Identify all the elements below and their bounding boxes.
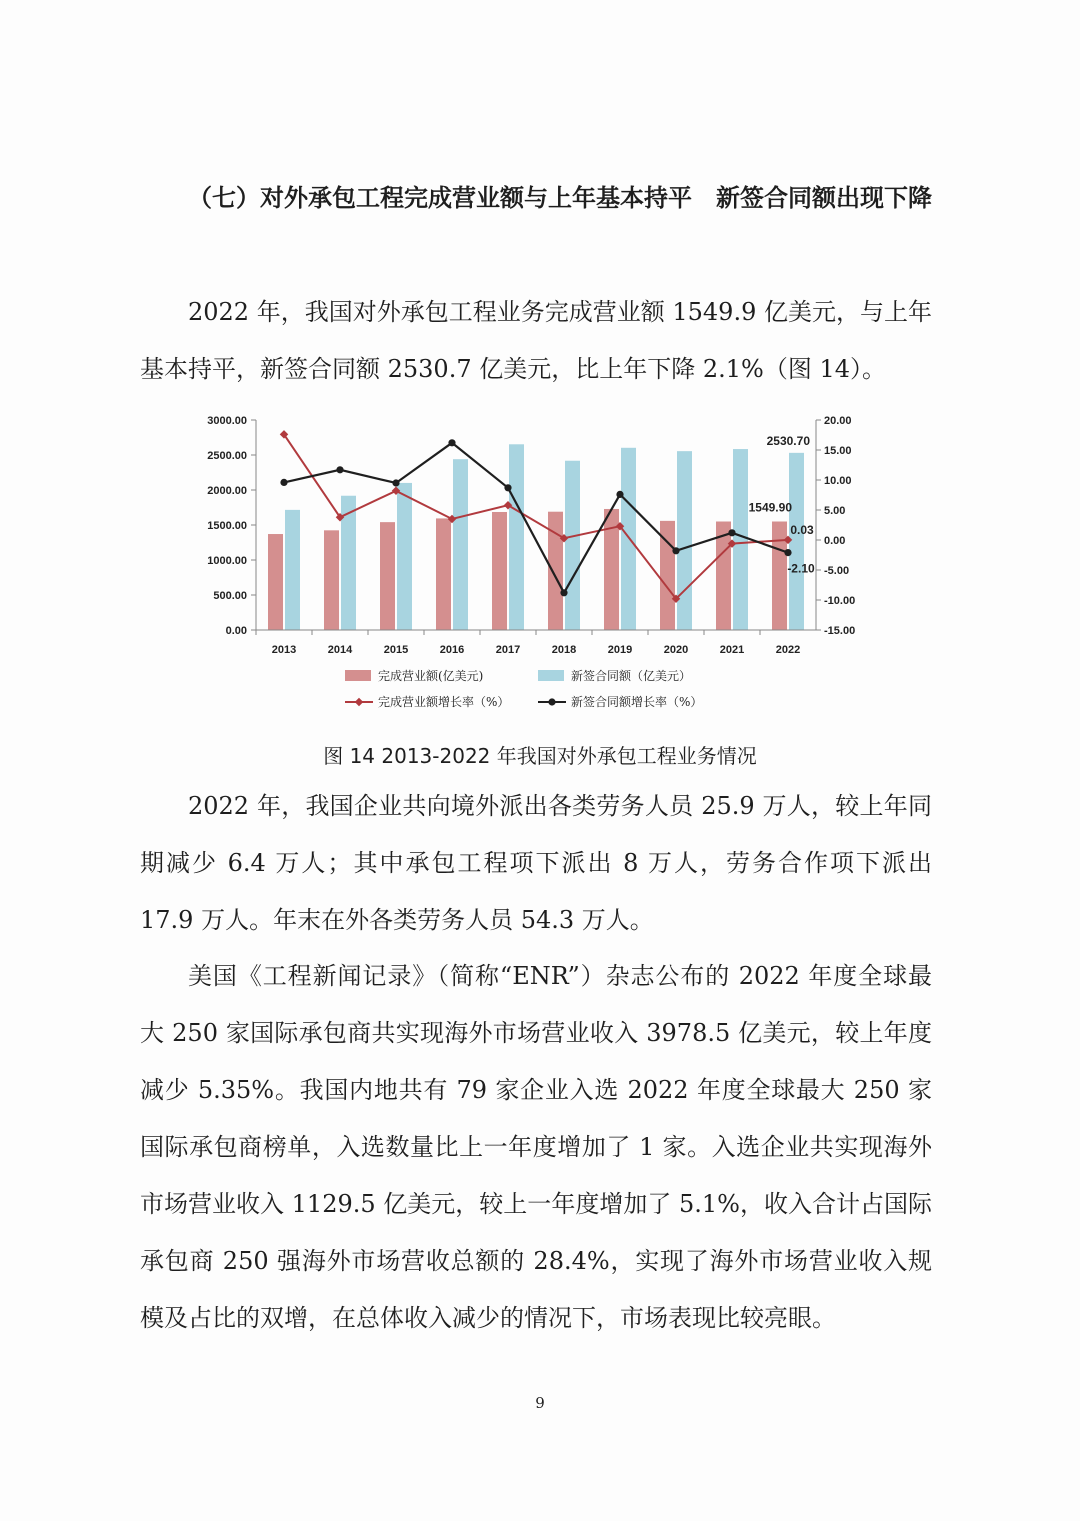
new-contract-bar	[733, 449, 748, 630]
legend-label-revenue-growth: 完成营业额增长率（%）	[378, 695, 510, 709]
contract-growth-point	[560, 589, 567, 596]
section-heading: （七）对外承包工程完成营业额与上年基本持平 新签合同额出现下降	[188, 184, 932, 212]
right-tick-label: 5.00	[824, 505, 846, 517]
data-label-revenue-growth-2022: 0.03	[790, 522, 814, 537]
new-contract-bar	[621, 448, 636, 630]
legend-swatch-revenue	[345, 670, 371, 681]
left-tick-label: 500.00	[213, 590, 247, 602]
x-tick-label: 2019	[607, 644, 633, 656]
data-label-revenue-2022: 1549.90	[748, 500, 792, 515]
x-tick-label: 2022	[775, 644, 801, 656]
contract-growth-point	[336, 466, 343, 473]
left-tick-label: 1000.00	[207, 555, 247, 567]
new-contract-bar	[789, 453, 804, 630]
contract-growth-point	[280, 479, 287, 486]
revenue-bar	[324, 530, 339, 630]
right-tick-label: -10.00	[824, 595, 856, 607]
x-tick-label: 2013	[271, 644, 297, 656]
revenue-bar	[268, 534, 283, 630]
x-tick-label: 2017	[495, 644, 521, 656]
paragraph-labor-dispatch: 2022 年，我国企业共向境外派出各类劳务人员 25.9 万人，较上年同期减少 6.4 万人；其中承包工程项下派出 8 万人，劳务合作项下派出 17.9 万人。年末在外各类劳务人员 54.3 万人。	[140, 792, 932, 934]
x-tick-label: 2020	[663, 644, 689, 656]
x-tick-label: 2018	[551, 644, 577, 656]
right-tick-label: 20.00	[824, 415, 852, 427]
right-tick-label: -5.00	[824, 565, 850, 577]
new-contract-bar	[509, 444, 524, 630]
x-tick-label: 2015	[383, 644, 409, 656]
revenue-bar	[380, 522, 395, 630]
right-tick-label: 0.00	[824, 535, 846, 547]
contract-growth-point	[616, 491, 623, 498]
contract-growth-point	[392, 479, 399, 486]
data-label-contract-growth-2022: -2.10	[787, 561, 815, 576]
legend-marker-contract-growth	[548, 698, 555, 705]
revenue-bar	[436, 518, 451, 630]
revenue-bar	[772, 522, 787, 630]
contract-growth-point	[672, 547, 679, 554]
contract-growth-line	[284, 443, 788, 593]
left-tick-label: 0.00	[225, 625, 247, 637]
x-tick-label: 2016	[439, 644, 465, 656]
paragraph-enr-ranking: 美国《工程新闻记录》（简称“ENR”）杂志公布的 2022 年度全球最大 250 家国际承包商共实现海外市场营业收入 3978.5 亿美元，较上年度减少 5.35%。我国内地共有 79 家企业入选 2022 年度全球最大 250 家国际承包商榜单，入选数量比上一年度增加了 1 家。入选企业共实现海外市场营业收入 1129.5 亿美元，较上一年度增加了 5.1%，收入合计占国际承包商 250 强海外市场营收总额的 28.4%，实现了海外市场营业收入规模及占比的双增，在总体收入减少的情况下，市场表现比较亮眼。	[140, 962, 932, 1332]
page-number: 9	[535, 1394, 545, 1412]
revenue-growth-line	[284, 434, 788, 598]
contract-growth-point	[448, 439, 455, 446]
contract-growth-point	[504, 484, 511, 491]
revenue-bar	[492, 512, 507, 630]
new-contract-bar	[565, 461, 580, 630]
legend-label-new-contract: 新签合同额（亿美元）	[571, 669, 692, 683]
left-tick-label: 2500.00	[207, 450, 247, 462]
left-tick-label: 2000.00	[207, 485, 247, 497]
contract-growth-point	[728, 529, 735, 536]
contracting-business-chart	[180, 405, 900, 723]
left-tick-label: 3000.00	[207, 415, 247, 427]
x-tick-label: 2021	[719, 644, 745, 656]
right-tick-label: 15.00	[824, 445, 852, 457]
new-contract-bar	[285, 510, 300, 630]
new-contract-bar	[677, 451, 692, 630]
figure-caption: 图 14 2013-2022 年我国对外承包工程业务情况	[323, 744, 757, 768]
data-label-new-contract-2022: 2530.70	[766, 433, 810, 448]
paragraph-2022-summary: 2022 年，我国对外承包工程业务完成营业额 1549.9 亿美元，与上年基本持平，新签合同额 2530.7 亿美元，比上年下降 2.1%（图 14）。	[140, 298, 932, 383]
x-tick-label: 2014	[327, 644, 353, 656]
right-tick-label: -15.00	[824, 625, 856, 637]
contract-growth-point	[784, 549, 791, 556]
right-tick-label: 10.00	[824, 475, 852, 487]
legend-label-revenue: 完成营业额(亿美元)	[378, 669, 484, 683]
new-contract-bar	[397, 483, 412, 630]
legend-swatch-new-contract	[538, 670, 564, 681]
left-tick-label: 1500.00	[207, 520, 247, 532]
new-contract-bar	[453, 459, 468, 630]
legend-label-contract-growth: 新签合同额增长率（%）	[571, 695, 703, 709]
legend-marker-revenue-growth	[355, 698, 363, 706]
